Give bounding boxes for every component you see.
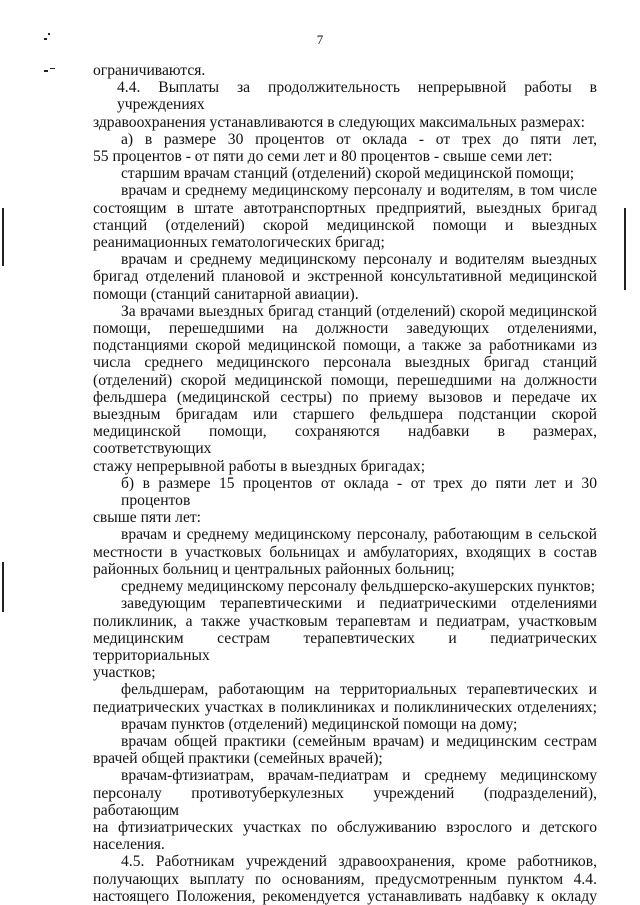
text-line: педиатрических участках в поликлиниках и поликлинических отделениях; — [93, 698, 597, 716]
text-line: врачам-фтизиатрам, врачам-педиатрам и среднему медицинскому — [121, 767, 597, 785]
text-line: врачам пунктов (отделений) медицинской помощи на дому; — [121, 715, 518, 733]
scan-mark-dot — [48, 33, 50, 35]
text-line: населения. — [93, 836, 165, 854]
text-line: станций (отделений) скорой медицинской помощи и выездных — [93, 216, 597, 234]
text-line: медицинской помощи, сохраняются надбавки в размерах, соответствующих — [93, 423, 597, 458]
text-line: помощи, перешедшими на должности заведующих отделениями, — [93, 320, 597, 338]
text-line: помощи (станций санитарной авиации). — [93, 285, 359, 303]
text-line: врачам и среднему медицинскому персоналу и водителям, в том числе — [121, 182, 597, 200]
text-line: получающих выплату по основаниям, предусмотренным пунктом 4.4. — [93, 870, 597, 888]
text-line: состоящим в штате автотранспортных предприятий, выездных бригад — [93, 199, 597, 217]
scan-mark-top — [44, 38, 47, 40]
text-line: фельдшера (медицинской сестры) по приему вызовов и передаче их — [93, 388, 597, 406]
text-line: выездным бригадам или старшего фельдшера подстанции скорой — [93, 406, 597, 424]
text-line: 55 процентов - от пяти до семи лет и 80 процентов - свыше семи лет: — [93, 148, 553, 166]
text-line: участков; — [93, 664, 156, 682]
text-line: врачей общей практики (семейных врачей); — [93, 750, 383, 768]
text-line: 4.5. Работникам учреждений здравоохранения, кроме работников, — [121, 853, 597, 871]
scan-mark-dash — [50, 68, 55, 69]
text-line: старшим врачам станций (отделений) скорой медицинской помощи; — [121, 165, 575, 183]
text-line: бригад отделений плановой и экстренной консультативной медицинской — [93, 268, 597, 286]
text-line: реанимационных гематологических бригад; — [93, 234, 385, 252]
scan-bar-right — [624, 208, 626, 290]
text-line: (отделений) скорой медицинской помощи, перешедшими на должности — [93, 371, 597, 389]
text-line: районных больниц и центральных районных больниц; — [93, 560, 455, 578]
text-line: 4.4. Выплаты за продолжительность непрерывной работы в учреждениях — [117, 79, 597, 114]
text-line: свыше пяти лет: — [93, 509, 202, 527]
text-line: подстанциями скорой медицинской помощи, а также за работниками из — [93, 337, 597, 355]
text-line: персоналу противотуберкулезных учреждений (подразделений), работающим — [93, 784, 597, 819]
text-line: стажу непрерывной работы в выездных бригадах; — [93, 457, 426, 475]
text-line: врачам общей практики (семейным врачам) и медицинским сестрам — [121, 732, 597, 750]
text-line: б) в размере 15 процентов от оклада - от трех до пяти лет и 30 процентов — [121, 474, 597, 510]
text-line: ограничиваются. — [93, 62, 206, 79]
text-line: За врачами выездных бригад станций (отделений) скорой медицинской — [121, 302, 597, 320]
text-line: фельдшерам, работающим на территориальных терапевтических и — [121, 681, 597, 699]
text-line: заведующим терапевтическими и педиатрическими отделениями — [121, 595, 597, 613]
scan-bar-left — [2, 208, 4, 266]
text-line: настоящего Положения, рекомендуется устанавливать надбавку к окладу — [93, 887, 597, 905]
text-line: местности в участковых больницах и амбулаториях, входящих в состав — [93, 543, 597, 561]
scan-bar-left-lower — [2, 562, 4, 612]
text-line: на фтизиатрических участках по обслуживанию взрослого и детского — [93, 818, 597, 836]
text-line: здравоохранения устанавливаются в следующих максимальных размерах: — [93, 113, 586, 131]
text-line: а) в размере 30 процентов от оклада - от трех до пяти лет, — [121, 130, 597, 148]
text-line: поликлиник, а также участковым терапевтам и педиатрам, участковым — [93, 612, 597, 630]
document-body — [93, 62, 597, 905]
text-line: врачам и среднему медицинскому персоналу и водителям выездных — [121, 251, 597, 269]
text-line: врачам и среднему медицинскому персоналу, работающим в сельской — [121, 526, 597, 544]
scan-mark-upper — [44, 70, 48, 72]
text-line: среднему медицинскому персоналу фельдшерско-акушерских пунктов; — [121, 578, 596, 596]
page-number: 7 — [316, 32, 324, 47]
text-line: медицинским сестрам терапевтических и педиатрических территориальных — [93, 629, 597, 664]
text-line: числа среднего медицинского персонала выездных бригад станций — [93, 354, 597, 372]
